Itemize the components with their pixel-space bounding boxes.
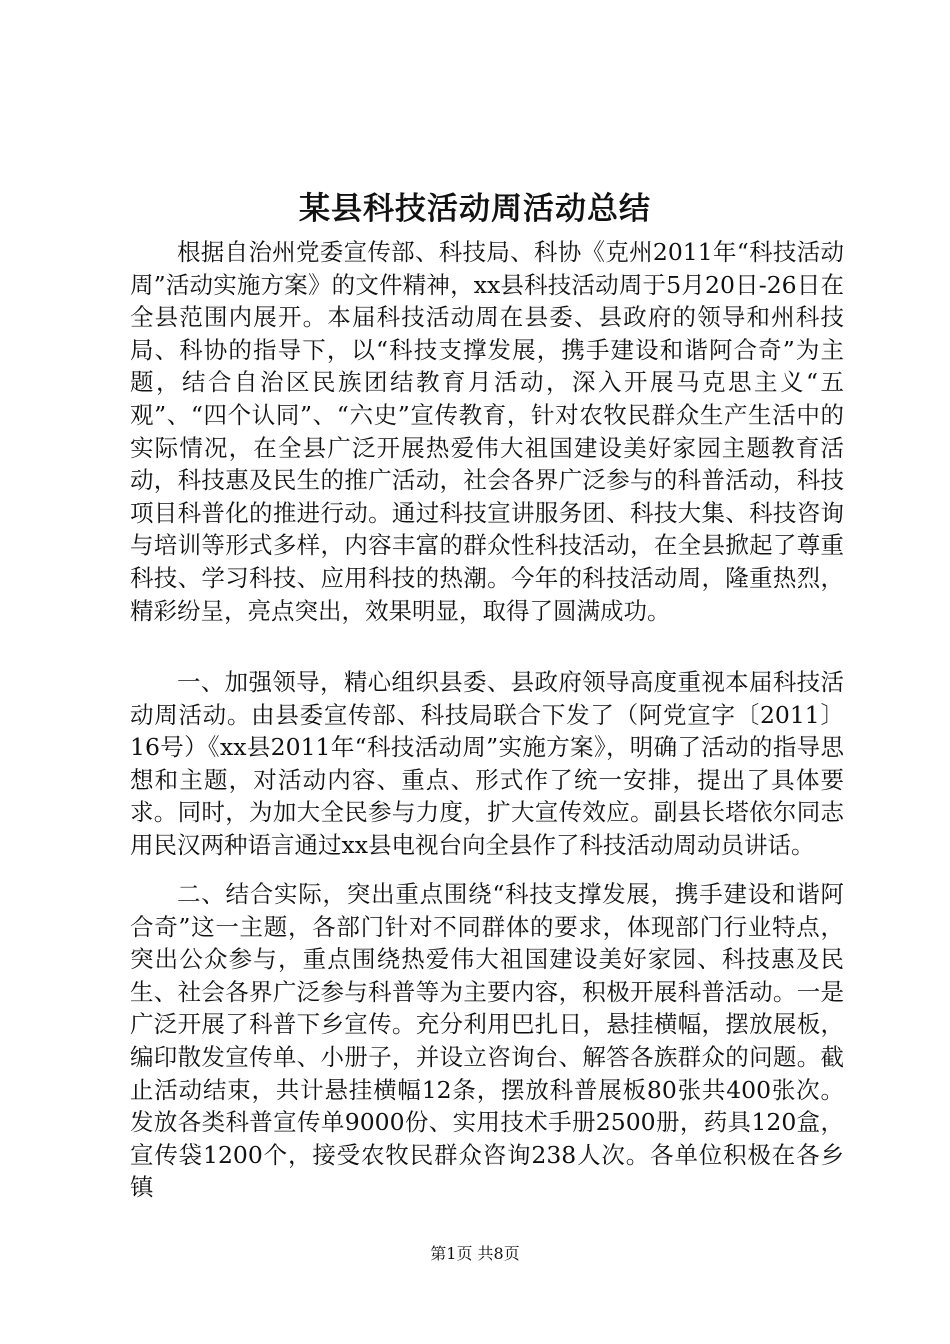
paragraph-intro: 根据自治州党委宣传部、科技局、科协《克州2011年“科技活动周”活动实施方案》的文件精神，xx县科技活动周于5月20日-26日在全县范围内展开。本届科技活动周在县委、县政府的领导和州科技局、科协的指导下，以“科技支撑发展，携手建设和谐阿合奇”为主题，结合自治区民族团结教育月活动，深入开展马克思主义“五观”、“四个认同”、“六史”宣传教育，针对农牧民群众生产生活中的实际情况，在全县广泛开展热爱伟大祖国建设美好家园主题教育活动，科技惠及民生的推广活动，社会各界广泛参与的科普活动，科技项目科普化的推进行动。通过科技宣讲服务团、科技大集、科技咨询与培训等形式多样，内容丰富的群众性科技活动，在全县掀起了尊重科技、学习科技、应用科技的热潮。今年的科技活动周，隆重热烈，精彩纷呈，亮点突出，效果明显，取得了圆满成功。 (130, 238, 844, 625)
page-number-footer: 第1页 共8页 (430, 1244, 520, 1263)
paragraph-section-1: 一、加强领导，精心组织县委、县政府领导高度重视本届科技活动周活动。由县委宣传部、科技局联合下发了（阿党宣字〔2011〕16号）《xx县2011年“科技活动周”实施方案》，明确了活动的指导思想和主题，对活动内容、重点、形式作了统一安排，提出了具体要求。同时，为加大全民参与力度，扩大宣传效应。副县长塔依尔同志用民汉两种语言通过xx县电视台向全县作了科技活动周动员讲话。 (130, 668, 844, 859)
paragraph-section-2: 二、结合实际，突出重点围绕“科技支撑发展，携手建设和谐阿合奇”这一主题，各部门针对不同群体的要求，体现部门行业特点，突出公众参与，重点围绕热爱伟大祖国建设美好家园、科技惠及民生、社会各界广泛参与科普等为主要内容，积极开展科普活动。一是广泛开展了科普下乡宣传。充分利用巴扎日，悬挂横幅，摆放展板，编印散发宣传单、小册子，并设立咨询台、解答各族群众的问题。截止活动结束，共计悬挂横幅12条，摆放科普展板80张共400张次。发放各类科普宣传单9000份、实用技术手册2500册，药具120盒，宣传袋1200个，接受农牧民群众咨询238人次。各单位积极在各乡镇 (130, 880, 844, 1202)
document-title: 某县科技活动周活动总结 (299, 191, 651, 227)
